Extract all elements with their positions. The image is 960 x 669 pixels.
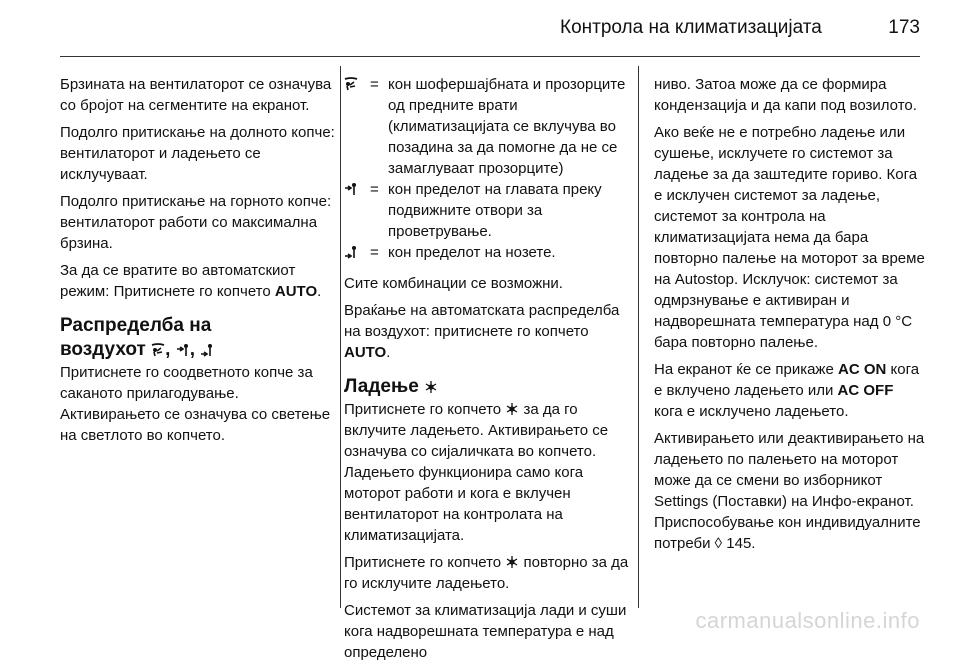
column-3 xyxy=(654,74,926,560)
paragraph-save-fuel: Ако веќе не е потребно ладење или сушење, исклучете го системот за ладење за да заштедите гориво. Кога е исклучен системот за ладење, системот за контрола на климатизацијата нема да бара повторно палење на моторот за време на Autostop. Исклучок: системот за одмрзнување е активиран и надворешната температура над 0 °C бара повторно палење. xyxy=(654,124,925,351)
auto-label: AUTO xyxy=(344,344,387,361)
airflow-windshield-icon xyxy=(344,77,358,91)
airflow-head-icon xyxy=(176,343,190,357)
auto-distribution-text: Враќање на автоматската распределба на воздухот: притиснете го копчето xyxy=(344,302,620,340)
paragraph-air-distribution: Притиснете го соодветното копче за саканото прилагодување. Активирањето се означува со светење на светлото во копчето. xyxy=(60,364,331,444)
definition-symbol xyxy=(344,242,370,263)
display-text-c: кога е исклучено ладењето. xyxy=(654,403,849,420)
paragraph-lower-button: Подолго притискање на долното копче: вентилаторот и ладењето се исклучуваат. xyxy=(60,124,335,183)
cooling-off-text-b: повторно за да го исклучите ладењето. xyxy=(344,554,629,592)
watermark: carmanualsonline.info xyxy=(695,608,920,633)
page-title: Контрола на климатизацијата xyxy=(560,17,822,38)
heading-line-2: воздухот xyxy=(60,339,146,360)
settings-text: Активирањето или деактивирањето на ладењето по палењето на моторот може да се смени во изборникот Settings (Поставки) на Инфо-екранот. Приспособување кон индивидуалните потреби xyxy=(654,430,925,552)
definition-head xyxy=(344,179,634,242)
airflow-head-icon xyxy=(344,182,358,196)
paragraph-all-combinations: Сите комбинации се возможни. xyxy=(344,275,563,292)
airflow-feet-icon xyxy=(200,343,214,357)
paragraph-fan-speed: Брзината на вентилаторот се означува со бројот на сегментите на екранот. xyxy=(60,76,332,114)
auto-label: AUTO xyxy=(274,283,318,300)
definition-symbol xyxy=(344,179,370,242)
paragraph-auto-mode xyxy=(60,260,336,302)
cooling-on-text-a: Притиснете го копчето xyxy=(344,401,502,418)
heading-cooling-text: Ладење xyxy=(344,376,419,397)
display-text-a: На екранот ќе се прикаже xyxy=(654,361,834,378)
column-1 xyxy=(60,74,336,452)
equals-sign: = xyxy=(370,244,379,261)
definition-windshield xyxy=(344,74,634,179)
snowflake-icon xyxy=(424,380,438,394)
display-text-b: кога е вклучено ладењето или xyxy=(654,361,920,399)
auto-mode-text: За да се вратите во автоматскиот режим: Притиснете го копчето xyxy=(60,262,296,300)
definition-text: кон пределот на нозете. xyxy=(388,244,556,261)
paragraph-settings xyxy=(654,428,926,554)
heading-sep-2: , xyxy=(189,339,195,360)
cooling-off-text-a: Притиснете го копчето xyxy=(344,554,502,571)
airflow-windshield-icon xyxy=(151,343,165,357)
paragraph-system-cools: Системот за климатизација лади и суши кога надворешната температура е над определено xyxy=(344,602,627,661)
ac-off-label: AC OFF xyxy=(837,382,894,399)
heading-cooling xyxy=(344,375,634,399)
ac-on-label: AC ON xyxy=(837,361,887,378)
paragraph-display-status xyxy=(654,359,926,422)
auto-distribution-end: . xyxy=(386,344,391,361)
equals-sign: = xyxy=(370,76,379,93)
snowflake-icon xyxy=(505,555,519,569)
airflow-definition-list xyxy=(344,74,634,263)
paragraph-condensation: ниво. Затоа може да се формира кондензација и да капи под возилото. xyxy=(654,76,917,114)
definition-feet xyxy=(344,242,634,263)
equals-sign: = xyxy=(370,181,379,198)
airflow-feet-icon xyxy=(344,245,358,259)
definition-symbol xyxy=(344,74,370,179)
paragraph-cooling-on xyxy=(344,399,634,546)
heading-line-1: Распределба на xyxy=(60,315,212,336)
snowflake-icon xyxy=(505,402,519,416)
page-ref-link[interactable]: 145. xyxy=(726,535,756,552)
column-2 xyxy=(344,74,634,669)
auto-mode-end: . xyxy=(317,283,322,300)
paragraph-auto-distribution xyxy=(344,300,634,363)
definition-text: кон шофершајбната и прозорците од предните врати (климатизацијата се вклучува во позадина за да помогне да не се замаглуваат прозорците) xyxy=(388,76,626,177)
page-ref-arrow-icon: ◊ xyxy=(714,535,723,552)
column-divider-2 xyxy=(638,66,639,608)
definition-text: кон пределот на главата преку подвижните отвори за проветрување. xyxy=(388,181,602,240)
column-divider-1 xyxy=(340,66,341,608)
page-number: 173 xyxy=(888,17,920,38)
header-divider xyxy=(60,56,920,57)
heading-air-distribution xyxy=(60,314,336,362)
paragraph-upper-button: Подолго притискање на горното копче: вентилаторот работи со максимална брзина. xyxy=(60,193,332,252)
paragraph-cooling-off xyxy=(344,552,634,594)
cooling-on-text-b: за да го вклучите ладењето. Активирањето се означува со сијаличката во копчето. Ладењето функционира само кога моторот работи и кога е вклучен вентилаторот на контролата на климатизацијата. xyxy=(344,401,609,544)
heading-sep-1: , xyxy=(165,339,171,360)
